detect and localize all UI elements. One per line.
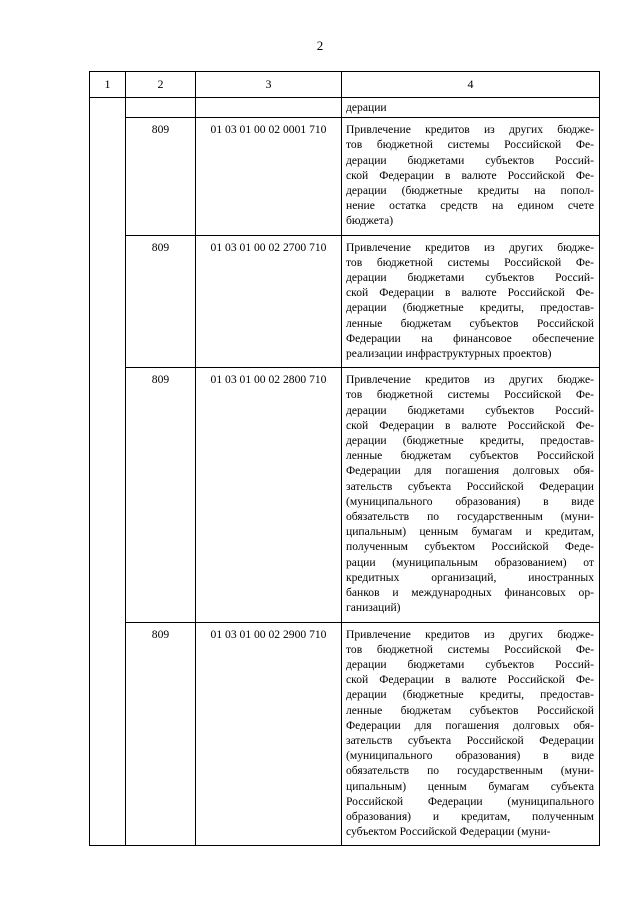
table-body	[90, 98, 600, 846]
classification-code-cell: 01 03 01 00 02 0001 710	[196, 118, 342, 235]
description-line: кредитных организаций, иностранных	[346, 570, 594, 584]
description-line: дерации (бюджетные кредиты, предостав-	[346, 688, 594, 702]
description-line: ской Федерации в валюте Российской Фе-	[346, 286, 594, 300]
column-header-4: 4	[342, 72, 600, 98]
description-line: зательств субъекта Российской Федерации	[346, 479, 594, 493]
classification-code-cell: 01 03 01 00 02 2900 710	[196, 622, 342, 846]
admin-code-cell: 809	[126, 235, 196, 368]
description-line: дерации (бюджетные кредиты, предостав-	[346, 434, 594, 448]
description-line: субъектом Российской Федерации (муни-	[346, 825, 551, 839]
admin-code-cell	[126, 98, 196, 118]
description-line: нение остатка средств на едином счете	[346, 199, 594, 213]
description-line: бюджета)	[346, 214, 394, 228]
description-line: Привлечение кредитов из других бюдже-	[346, 627, 594, 641]
admin-code-cell: 809	[126, 622, 196, 846]
description-line: Федерации для погашения долговых обя-	[346, 718, 594, 732]
description-line: ленные бюджетам субъектов Российской	[346, 703, 594, 717]
description-line: рации (муниципальным образованием) от	[346, 555, 594, 569]
table-header-row	[90, 72, 600, 98]
description-line: ципальным) ценным бумагам и кредитам,	[346, 525, 594, 539]
description-line: дерации бюджетами субъектов Россий-	[346, 153, 594, 167]
description-line: ленные бюджетам субъектов Российской	[346, 449, 594, 463]
description-line: полученным субъектом Российской Феде-	[346, 540, 594, 554]
admin-code-cell: 809	[126, 368, 196, 622]
description-line: Привлечение кредитов из других бюдже-	[346, 373, 594, 387]
description-line: зательств субъекта Российской Федерации	[346, 733, 594, 747]
description-line: образования) и кредитам, полученным	[346, 809, 594, 823]
classification-code-cell: 01 03 01 00 02 2700 710	[196, 235, 342, 368]
description-line: дерации бюджетами субъектов Россий-	[346, 403, 594, 417]
description-cell	[342, 235, 600, 368]
description-line: реализации инфраструктурных проектов)	[346, 347, 552, 361]
description-cell	[342, 368, 600, 622]
admin-code-cell: 809	[126, 118, 196, 235]
description-cell	[342, 622, 600, 846]
table-row	[90, 368, 600, 622]
description-line: Привлечение кредитов из других бюдже-	[346, 123, 594, 137]
description-line: дерации бюджетами субъектов Россий-	[346, 657, 594, 671]
classification-code-cell: 01 03 01 00 02 2800 710	[196, 368, 342, 622]
description-line: дерации (бюджетные кредиты, предостав-	[346, 301, 594, 315]
page-number: 2	[316, 38, 324, 53]
table-row	[90, 118, 600, 235]
description-line: тов бюджетной системы Российской Фе-	[346, 388, 594, 402]
description-line: Федерации на финансовое обеспечение	[346, 331, 594, 345]
column-header-1: 1	[90, 72, 126, 98]
description-cell	[342, 98, 600, 118]
description-line: дерации	[346, 101, 387, 114]
description-line: ской Федерации в валюте Российской Фе-	[346, 418, 594, 432]
column-header-3: 3	[196, 72, 342, 98]
table-row	[90, 98, 600, 118]
description-line: ципальным) ценным бумагам субъекта	[346, 779, 594, 793]
description-line: дерации бюджетами субъектов Россий-	[346, 271, 594, 285]
description-line: обязательств по государственным (муни-	[346, 764, 594, 778]
description-line: ской Федерации в валюте Российской Фе-	[346, 673, 594, 687]
description-line: ской Федерации в валюте Российской Фе-	[346, 168, 594, 182]
table-row	[90, 235, 600, 368]
first-column-cell	[90, 98, 126, 846]
description-line: обязательств по государственным (муни-	[346, 510, 594, 524]
description-line: (муниципального образования) в виде	[346, 494, 594, 508]
description-line: (муниципального образования) в виде	[346, 749, 594, 763]
description-line: Российской Федерации (муниципального	[346, 794, 594, 808]
description-cell	[342, 118, 600, 235]
description-line: Федерации для погашения долговых обя-	[346, 464, 594, 478]
description-line: ганизаций)	[346, 601, 401, 615]
description-line: тов бюджетной системы Российской Фе-	[346, 138, 594, 152]
description-line: банков и международных финансовых ор-	[346, 586, 594, 600]
classification-code-cell	[196, 98, 342, 118]
budget-table	[89, 71, 600, 846]
table-row	[90, 622, 600, 846]
description-line: дерации (бюджетные кредиты на попол-	[346, 184, 594, 198]
description-line: ленные бюджетам субъектов Российской	[346, 316, 594, 330]
column-header-2: 2	[126, 72, 196, 98]
description-line: тов бюджетной системы Российской Фе-	[346, 255, 594, 269]
description-line: Привлечение кредитов из других бюдже-	[346, 240, 594, 254]
description-line: тов бюджетной системы Российской Фе-	[346, 642, 594, 656]
